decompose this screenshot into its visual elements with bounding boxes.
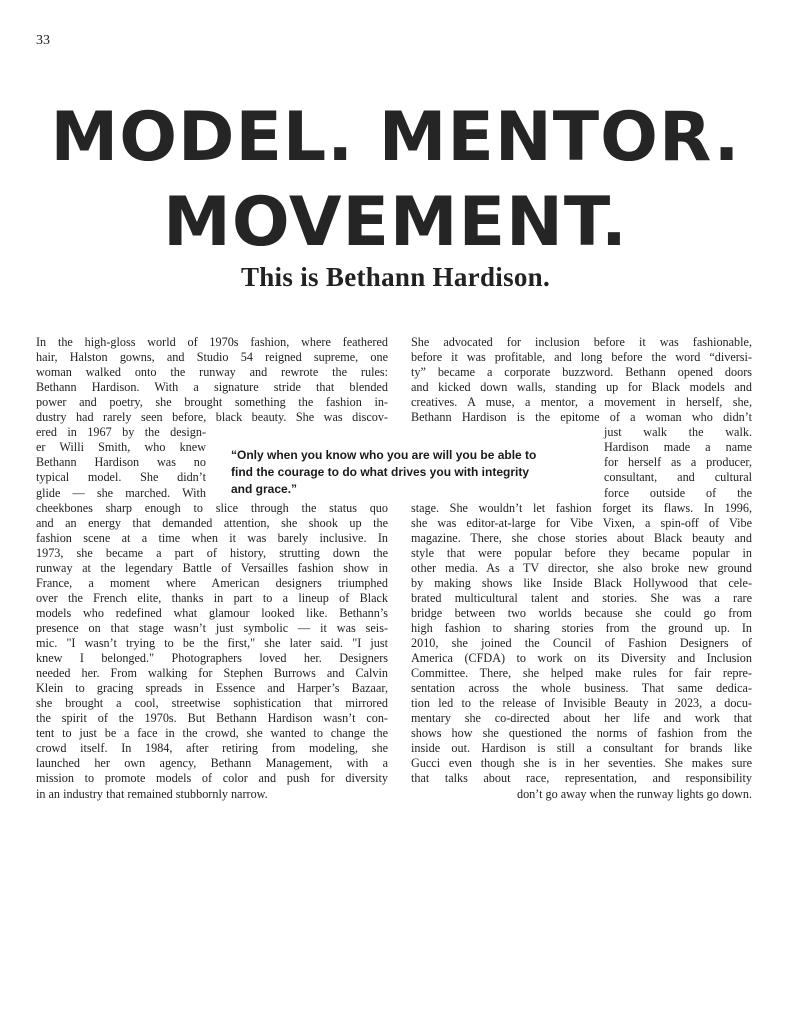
left-column-line: dustry had rarely seen before, black beauty. She was discov- (36, 410, 388, 425)
right-column-line: mentary she co-directed about her life and work that (411, 711, 752, 726)
headline-line-1: MODEL. MENTOR. (50, 98, 741, 177)
right-column-line: creatives. A muse, a mentor, a movement in herself, she, (411, 395, 752, 410)
left-column-line: glide — she marched. With (36, 485, 206, 500)
right-column-line: bridge between two worlds because she could go from (411, 605, 752, 620)
left-column-line: crowd itself. In 1984, after retiring from modeling, she (36, 741, 388, 756)
pull-quote-line: “Only when you know who you are will you be able to (231, 448, 537, 462)
left-column-line: runway at the legendary Battle of Versailles fashion show in (36, 560, 388, 575)
left-column-line: knew I belonged." Photographers loved her. Designers (36, 651, 388, 666)
left-column-line: Bethann Hardison was no (36, 455, 206, 470)
right-column-line: for herself as a producer, (604, 455, 752, 470)
left-column-line: launched her own agency, Bethann Management, with a (36, 756, 388, 771)
left-column-line: mission to promote models of color and push for diversity (36, 771, 388, 786)
right-column-line: inside out. Hardison is still a consultant for brands like (411, 741, 752, 756)
left-column-line: power and poetry, she brought something the fashion in- (36, 395, 388, 410)
right-column-line: magazine. There, she chose stories about Black beauty and (411, 530, 752, 545)
left-column-line: she brought a cool, streetwise sophistication that mirrored (36, 696, 388, 711)
right-column-line: America (CFDA) to work on its Diversity and Inclusion (411, 651, 752, 666)
pull-quote-line: and grace.” (231, 482, 298, 496)
right-column-line: Hardison made a name (604, 440, 752, 455)
right-column-line: 2010, she joined the Council of Fashion Designers of (411, 636, 752, 650)
right-column-line: by making shows like Inside Black Hollywood that cele- (411, 575, 752, 590)
left-column-line: tent to just be a face in the crowd, she wanted to change the (36, 726, 388, 741)
right-column-line: stage. She wouldn’t let fashion forget its flaws. In 1996, (411, 500, 752, 515)
right-column-line: ty” became a corporate buzzword. Bethann opened doors (411, 365, 752, 380)
right-column-line: just walk the walk. (604, 425, 752, 440)
right-column-line: Gucci even though she is in her seventies. She makes sure (411, 756, 752, 771)
page-number: 33 (36, 33, 50, 48)
left-column-line: in an industry that remained stubbornly narrow. (36, 786, 268, 801)
right-column-line: sentation across the whole business. That same dedica- (411, 681, 752, 696)
left-column-line: Bethann Hardison. With a signature stride that blended (36, 380, 388, 395)
left-column-line: hair, Halston gowns, and Studio 54 reigned supreme, one (36, 350, 388, 365)
right-column-line: shows how she questioned the norms of fashion from the (411, 726, 752, 741)
right-column-line: Committee. There, she helped make rules for fair repre- (411, 666, 752, 681)
right-column-line: style that were popular before they became popular in (411, 545, 752, 560)
right-column-line: Bethann Hardison is the epitome of a woman who didn’t (411, 410, 752, 425)
left-column-line: over the French elite, thanks in part to a lineup of Black (36, 590, 388, 605)
left-column-line: er Willi Smith, who knew (36, 440, 206, 455)
right-column-line: don’t go away when the runway lights go down. (516, 786, 752, 801)
left-column-line: fashion scene at a time when it was barely inclusive. In (36, 530, 388, 545)
left-column-line: models who redefined what glamour looked like. Bethann’s (36, 605, 388, 620)
left-column-line: needed her. From walking for Stephen Burrows and Calvin (36, 666, 388, 681)
pull-quote-line: find the courage to do what drives you with integrity (231, 465, 530, 479)
left-column-line: In the high-gloss world of 1970s fashion, where feathered (36, 335, 388, 349)
left-column-line: and an energy that demanded attention, she shook up the (36, 515, 388, 530)
right-column-line: brated multicultural talent and stories. She was a rare (411, 590, 752, 605)
headline-line-2: MOVEMENT. (163, 183, 628, 262)
right-column-line: force outside of the (604, 485, 752, 500)
left-column-line: ered in 1967 by the design- (36, 425, 206, 440)
left-column-line: France, a moment where American designers triumphed (36, 575, 388, 590)
right-column-line: before it was profitable, and long before the word “diversi- (411, 350, 752, 365)
right-column-line: other media. As a TV director, she also broke new ground (411, 560, 752, 575)
right-column-line: and kicked down walls, standing up for Black models and (411, 380, 752, 395)
right-column-line: She advocated for inclusion before it was fashionable, (411, 335, 752, 349)
subtitle: This is Bethann Hardison. (240, 262, 551, 292)
left-column-line: typical model. She didn’t (36, 470, 206, 485)
right-column-line: she was editor-at-large for Vibe Vixen, a spin-off of Vibe (411, 515, 752, 530)
right-column-line: tion led to the release of Invisible Beauty in 2023, a docu- (411, 696, 752, 711)
left-column-line: 1973, she became a part of history, strutting down the (36, 545, 388, 560)
left-column-line: woman walked onto the runway and rewrote the rules: (36, 365, 388, 380)
left-column-line: cheekbones sharp enough to slice through the status quo (36, 500, 388, 515)
right-column-line: high fashion to sharing stories from the ground up. In (411, 620, 752, 635)
left-column-line: Klein to gracing spreads in Essence and Harper’s Bazaar, (36, 681, 388, 696)
left-column-line: the spirit of the 1970s. But Bethann Hardison wasn’t con- (36, 711, 388, 726)
right-column-line: consultant, and cultural (604, 470, 752, 485)
right-column-line: that talks about race, representation, and responsibility (411, 771, 752, 786)
left-column-line: mic. "I wasn’t trying to be the first," she later said. "I just (36, 636, 388, 650)
left-column-line: presence on that stage wasn’t just symbolic — it was seis- (36, 620, 388, 635)
